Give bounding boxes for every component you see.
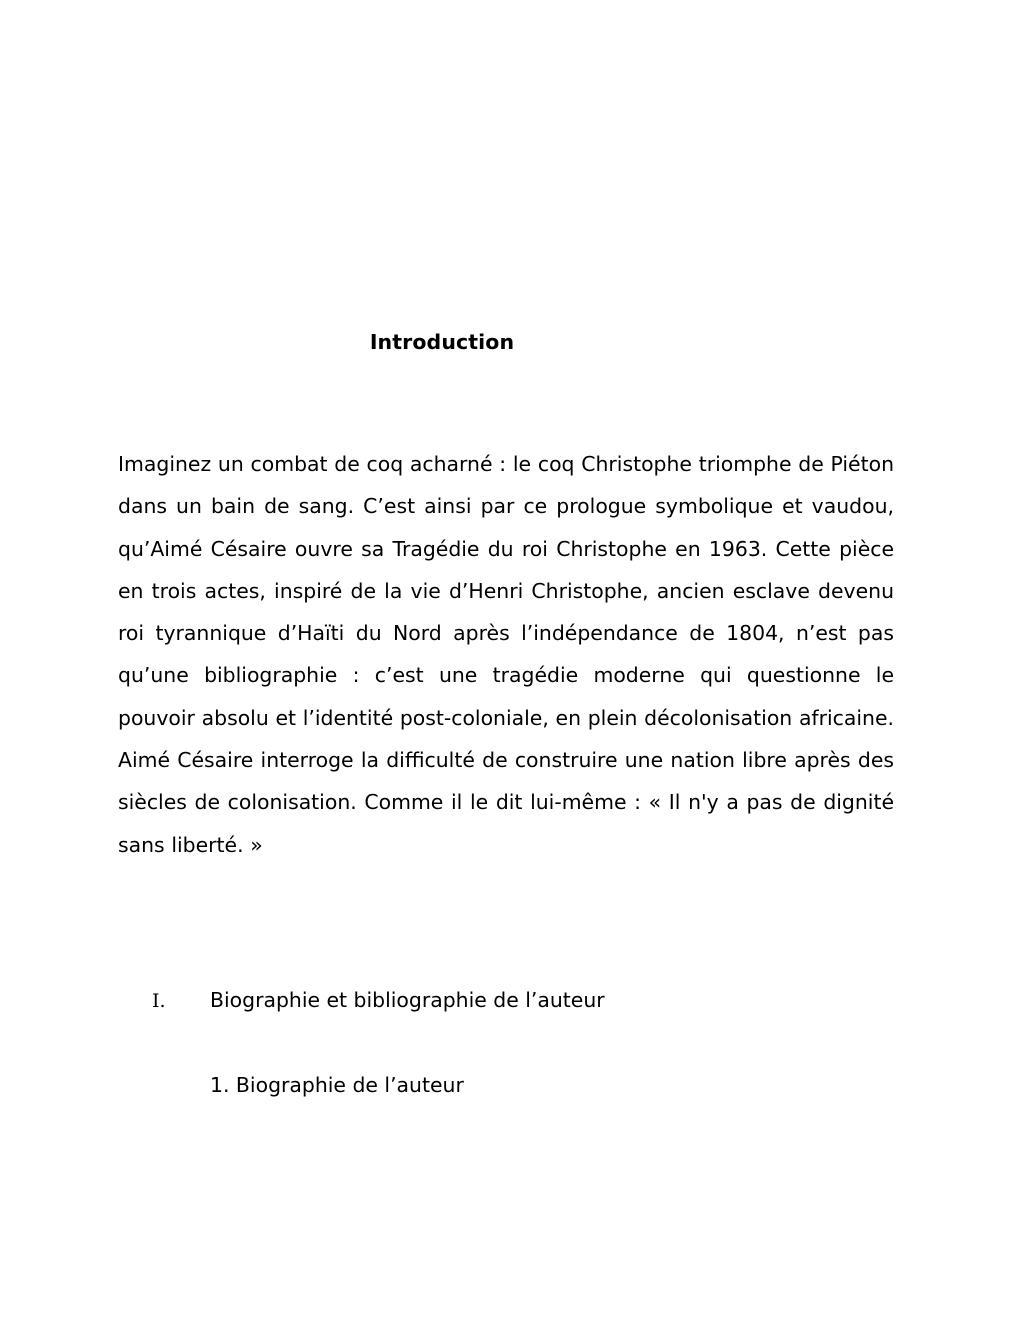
introduction-paragraph — [118, 443, 894, 866]
body-line: Christophe en 1963. Cette pièce en trois actes, inspiré de la vie — [118, 536, 895, 603]
body-line: bibliographie : c’est une tragédie moderne qui questionne le — [204, 663, 894, 688]
body-line: nation libre après des siècles de colonisation. Comme il le dit lui- — [118, 748, 894, 815]
body-line: même : « Il n'y a pas de dignité sans liberté. » — [118, 790, 894, 857]
body-line: symbolique et vaudou, qu’Aimé Césaire ouvre sa Tragédie du roi — [118, 494, 894, 561]
body-line: pouvoir absolu et l’identité post-coloniale, en plein décolonisation — [118, 705, 793, 730]
body-line: d’Henri Christophe, ancien esclave devenu roi tyrannique d’Haïti — [118, 578, 894, 646]
section-heading-level-1 — [152, 985, 894, 1016]
body-line: de Piéton dans un bain de sang. C’est ainsi par ce prologue — [118, 452, 894, 519]
body-line: africaine. Aimé Césaire interroge la difficulté de construire une — [118, 705, 894, 773]
section-heading-level-2 — [210, 1070, 894, 1100]
subsection-heading-text: 1. Biographie de l’auteur — [210, 1073, 464, 1097]
section-numeral: I. — [152, 990, 166, 1012]
body-line: du Nord après l’indépendance de 1804, n’est pas qu’une — [118, 621, 894, 688]
body-line: Imaginez un combat de coq acharné : le coq Christophe triomphe — [118, 452, 792, 476]
body-text-block — [118, 443, 894, 866]
section-heading-text: Biographie et bibliographie de l’auteur — [210, 988, 605, 1012]
page-title: Introduction — [369, 329, 515, 354]
